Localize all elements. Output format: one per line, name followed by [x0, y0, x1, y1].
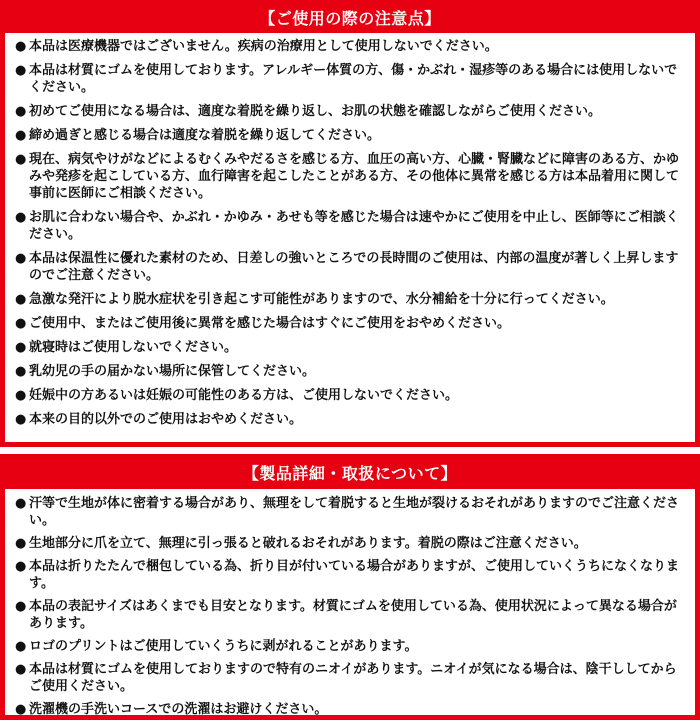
bullet-icon: ● — [15, 559, 27, 574]
list-item-text: 生地部分に爪を立て、無理に引っ張ると破れるおそれがあります。着脱の際はご注意ください。 — [29, 536, 587, 551]
bullet-icon: ● — [15, 496, 27, 511]
list-item-text: ご使用中、またはご使用後に異常を感じた場合はすぐにご使用をおやめください。 — [29, 316, 511, 331]
product-details-title: 【製品詳細・取扱について】 — [5, 459, 695, 489]
list-item — [15, 209, 687, 243]
bullet-icon: ● — [15, 128, 27, 143]
bullet-icon: ● — [15, 412, 27, 427]
bullet-icon: ● — [15, 316, 27, 331]
list-item-text: 洗濯機の手洗いコースでの洗濯はお避けください。 — [29, 702, 328, 717]
bullet-icon: ● — [15, 388, 27, 403]
list-item-text: 現在、病気やけがなどによるむくみやだるさを感じる方、血圧の高い方、心臓・腎臓などに障害のある方、かゆみや発疹を起こしている方、血行障害を起こしたことがある方、その他体に異常を感じる方は本品着用に関して事前に医師にご相談ください。 — [29, 152, 680, 201]
bullet-icon: ● — [15, 340, 27, 355]
list-item — [15, 250, 687, 284]
list-item-text: 本来の目的以外でのご使用はおやめください。 — [29, 412, 303, 427]
list-item-text: お肌に合わない場合や、かぶれ・かゆみ・あせも等を感じた場合は速やかにご使用を中止し、医師等にご相談ください。 — [29, 210, 679, 242]
product-details-list — [5, 489, 695, 718]
list-item — [15, 62, 687, 96]
list-item-text: 汗等で生地が体に密着する場合があり、無理をして着脱すると生地が裂けるおそれがありますのでご注意ください。 — [29, 496, 680, 528]
list-item-text: 妊娠中の方あるいは妊娠の可能性のある方は、ご使用しないでください。 — [29, 388, 459, 403]
list-item-text: 本品の表記サイズはあくまでも目安となります。材質にゴムを使用している為、使用状況によって異なる場合があります。 — [29, 599, 677, 631]
list-item — [15, 535, 687, 552]
list-item — [15, 638, 687, 655]
bullet-icon: ● — [15, 104, 27, 119]
list-item — [15, 387, 687, 404]
list-item — [15, 151, 687, 202]
list-item-text: 本品は材質にゴムを使用しております。アレルギー体質の方、傷・かぶれ・湿疹等のある場合には使用しないでください。 — [29, 63, 678, 95]
bullet-icon: ● — [15, 662, 27, 677]
list-item-text: 就寝時はご使用しないでください。 — [29, 340, 238, 355]
bullet-icon: ● — [15, 63, 27, 78]
list-item — [15, 38, 687, 55]
list-item — [15, 291, 687, 308]
list-item — [15, 598, 687, 632]
usage-cautions-title: 【ご使用の際の注意点】 — [5, 5, 695, 33]
list-item-text: 初めてご使用になる場合は、適度な着脱を繰り返し、お肌の状態を確認しながらご使用ください。 — [29, 104, 602, 119]
bullet-icon: ● — [15, 639, 27, 654]
usage-cautions-list — [5, 33, 695, 428]
bullet-icon: ● — [15, 702, 27, 717]
bullet-icon: ● — [15, 210, 27, 225]
bullet-icon: ● — [15, 536, 27, 551]
bullet-icon: ● — [15, 39, 27, 54]
bullet-icon: ● — [15, 152, 27, 167]
bullet-icon: ● — [15, 364, 27, 379]
list-item — [15, 339, 687, 356]
list-item — [15, 363, 687, 380]
list-item-text: 本品は材質にゴムを使用しておりますので特有のニオイがあります。ニオイが気になる場合は、陰干ししてからご使用ください。 — [29, 662, 677, 694]
list-item-text: 本品は保温性に優れた素材のため、日差しの強いところでの長時間のご使用は、内部の温度が著しく上昇しますのでご注意ください。 — [29, 251, 679, 283]
list-item — [15, 495, 687, 529]
list-item-text: 本品は医療機器ではございません。疾病の治療用として使用しないでください。 — [29, 39, 498, 54]
list-item-text: 本品は折りたたんで梱包している為、折り目が付いている場合がありますが、ご使用していくうちになくなります。 — [29, 559, 680, 591]
list-item — [15, 103, 687, 120]
list-item — [15, 701, 687, 718]
bullet-icon: ● — [15, 251, 27, 266]
list-item — [15, 661, 687, 695]
product-details-panel — [0, 454, 700, 720]
bullet-icon: ● — [15, 292, 27, 307]
list-item — [15, 315, 687, 332]
list-item — [15, 411, 687, 428]
list-item-text: ロゴのプリントはご使用していくうちに剥がれることがあります。 — [29, 639, 418, 654]
list-item — [15, 127, 687, 144]
list-item-text: 乳幼児の手の届かない場所に保管してください。 — [29, 364, 316, 379]
list-item-text: 急激な発汗により脱水症状を引き起こす可能性がありますので、水分補給を十分に行ってください。 — [29, 292, 614, 307]
list-item-text: 締め過ぎと感じる場合は適度な着脱を繰り返してください。 — [29, 128, 381, 143]
list-item — [15, 558, 687, 592]
bullet-icon: ● — [15, 599, 27, 614]
